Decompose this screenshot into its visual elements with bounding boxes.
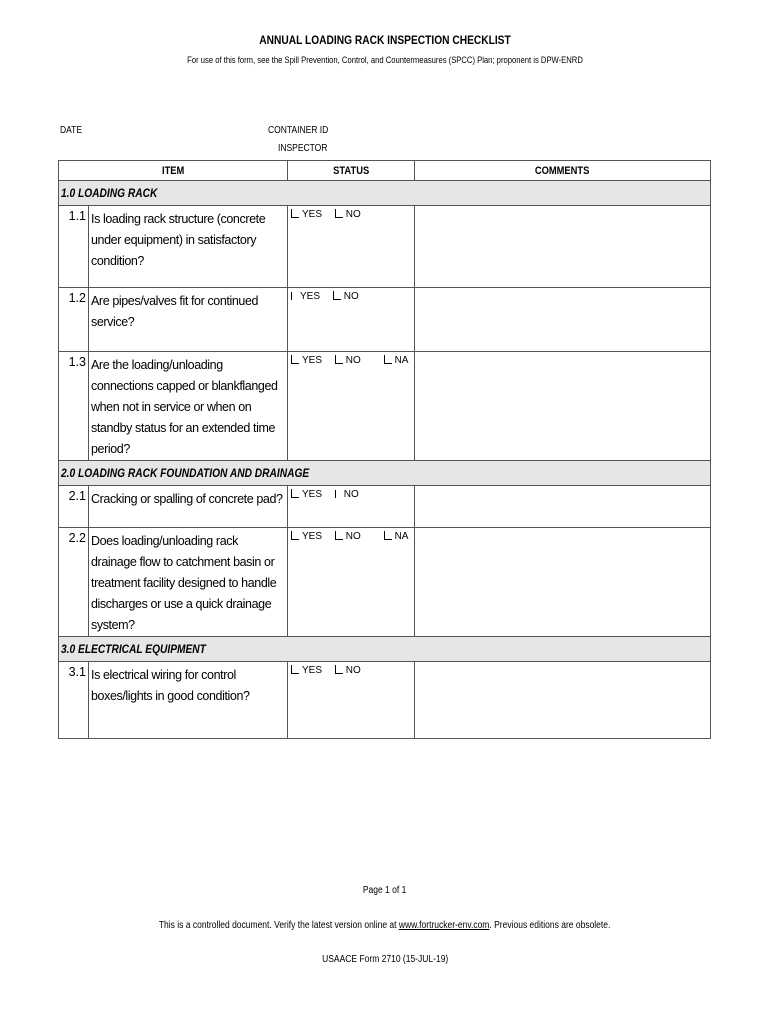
item-question: Are the loading/unloading connections capped or blankflanged when not in service or when on standby status for an extended time period? [89, 352, 288, 461]
form-title: ANNUAL LOADING RACK INSPECTION CHECKLIST [259, 33, 511, 47]
table-row [59, 486, 711, 528]
item-number: 3.1 [59, 662, 89, 739]
checkbox-icon [335, 490, 336, 498]
controlled-document-notice: This is a controlled document. Verify the latest version online at www.fortrucker-env.com. Previous editions are obsolete. [159, 920, 611, 931]
section-row [59, 461, 711, 486]
status-cell [288, 486, 415, 528]
item-number: 1.2 [59, 288, 89, 352]
section-row [59, 181, 711, 206]
status-cell [288, 662, 415, 739]
no-checkbox[interactable]: NO [335, 489, 359, 500]
form-number: USAACE Form 2710 (15-JUL-19) [321, 954, 449, 965]
status-cell [288, 288, 415, 352]
table-row [59, 528, 711, 637]
item-number: 2.1 [59, 486, 89, 528]
section-row [59, 637, 711, 662]
comments-column-header: COMMENTS [415, 161, 711, 181]
na-checkbox[interactable]: NA [384, 355, 409, 366]
table-header-row [59, 161, 711, 181]
item-number: 1.1 [59, 206, 89, 288]
checkbox-icon [291, 209, 299, 218]
table-row [59, 662, 711, 739]
page-number: Page 1 of 1 [363, 885, 407, 896]
status-column-header: STATUS [288, 161, 415, 181]
comments-field[interactable] [415, 352, 711, 461]
checkbox-icon [335, 665, 343, 674]
item-column-header: ITEM [59, 161, 288, 181]
comments-field[interactable] [415, 486, 711, 528]
yes-checkbox[interactable]: YES [291, 291, 320, 302]
checkbox-icon [291, 355, 299, 364]
item-question: Is loading rack structure (concrete under equipment) in satisfactory condition? [89, 206, 288, 288]
checkbox-icon [384, 531, 392, 540]
item-question: Cracking or spalling of concrete pad? [89, 486, 288, 528]
item-number: 1.3 [59, 352, 89, 461]
checkbox-icon [291, 292, 292, 300]
item-question: Does loading/unloading rack drainage flow to catchment basin or treatment facility designed to handle discharges or use a quick drainage system? [89, 528, 288, 637]
inspection-table [58, 160, 711, 739]
checkbox-icon [384, 355, 392, 364]
status-cell [288, 206, 415, 288]
comments-field[interactable] [415, 662, 711, 739]
date-label: DATE [60, 125, 83, 136]
checkbox-icon [335, 531, 343, 540]
yes-checkbox[interactable]: YES [291, 209, 322, 220]
item-question: Are pipes/valves fit for continued service? [89, 288, 288, 352]
comments-field[interactable] [415, 206, 711, 288]
yes-checkbox[interactable]: YES [291, 665, 322, 676]
na-checkbox[interactable]: NA [384, 531, 409, 542]
checkbox-icon [291, 489, 299, 498]
checkbox-icon [333, 291, 341, 300]
table-row [59, 288, 711, 352]
no-checkbox[interactable]: NO [335, 665, 361, 676]
checkbox-icon [335, 209, 343, 218]
comments-field[interactable] [415, 288, 711, 352]
item-number: 2.2 [59, 528, 89, 637]
no-checkbox[interactable]: NO [333, 291, 359, 302]
section-title: 1.0 LOADING RACK [59, 181, 711, 206]
checkbox-icon [335, 355, 343, 364]
section-title: 2.0 LOADING RACK FOUNDATION AND DRAINAGE [59, 461, 711, 486]
table-row [59, 352, 711, 461]
no-checkbox[interactable]: NO [335, 531, 361, 542]
item-question: Is electrical wiring for control boxes/lights in good condition? [89, 662, 288, 739]
table-row [59, 206, 711, 288]
yes-checkbox[interactable]: YES [291, 489, 322, 500]
form-subtitle: For use of this form, see the Spill Prevention, Control, and Countermeasures (SPCC) Plan; proponent is DPW-ENRD [187, 55, 583, 65]
yes-checkbox[interactable]: YES [291, 355, 322, 366]
checkbox-icon [291, 531, 299, 540]
container-id-label: CONTAINER ID [268, 125, 329, 136]
no-checkbox[interactable]: NO [335, 209, 361, 220]
status-cell [288, 528, 415, 637]
no-checkbox[interactable]: NO [335, 355, 361, 366]
yes-checkbox[interactable]: YES [291, 531, 322, 542]
checkbox-icon [291, 665, 299, 674]
comments-field[interactable] [415, 528, 711, 637]
section-title: 3.0 ELECTRICAL EQUIPMENT [59, 637, 711, 662]
website-link[interactable]: www.fortrucker-env.com [399, 920, 490, 931]
inspector-label: INSPECTOR [278, 143, 328, 154]
status-cell [288, 352, 415, 461]
